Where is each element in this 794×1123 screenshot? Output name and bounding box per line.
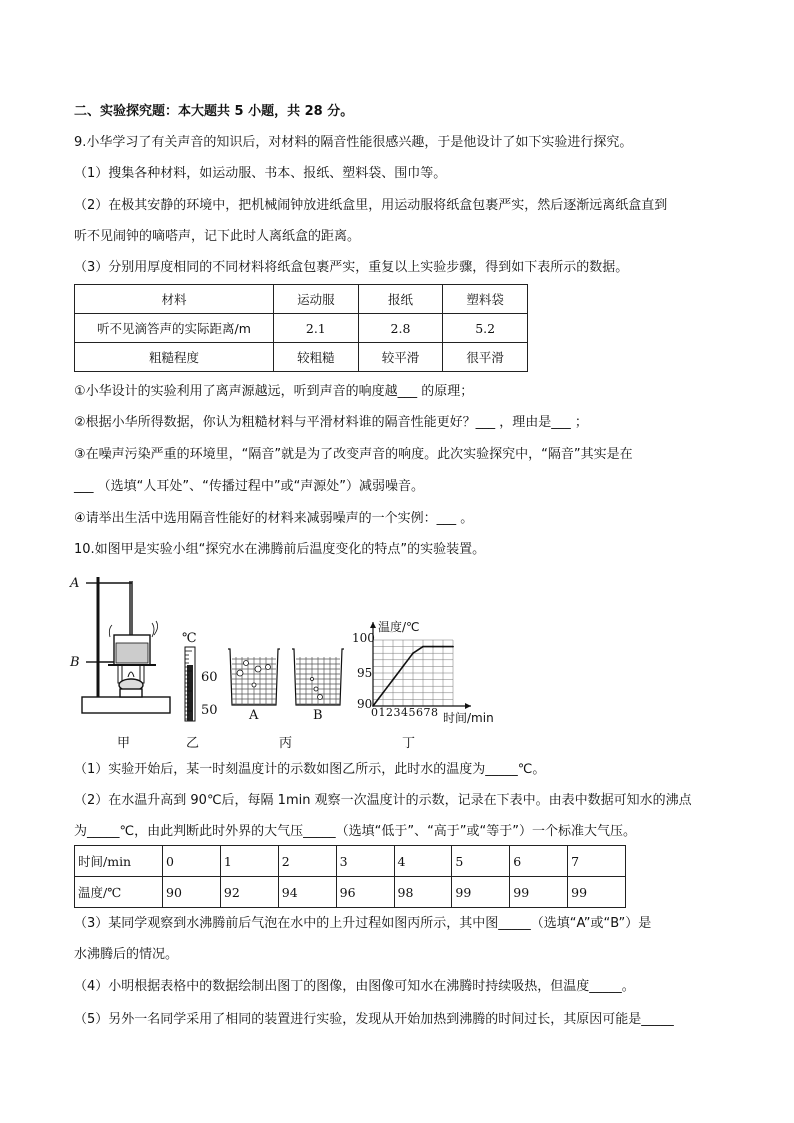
caption-ding: 丁 (402, 736, 416, 751)
table-row (75, 314, 528, 343)
apparatus-figure (68, 565, 178, 725)
q9-step3: （3）分别用厚度相同的不同材料将纸盒包裹严实，重复以上实验步骤，得到如下表所示的数据。 (74, 260, 629, 275)
table-cell: 0 (163, 846, 221, 877)
table-cell: 较平滑 (358, 343, 443, 372)
graph-y-90: 90 (357, 697, 373, 711)
table-cell: 较粗糙 (274, 343, 359, 372)
graph-x-ticks: 012345678 (371, 706, 439, 719)
thermometer-tick-60: 60 (201, 670, 218, 685)
thermometer-unit: ℃ (182, 631, 197, 646)
table-cell: 温度/℃ (75, 877, 163, 908)
graph-y-95: 95 (357, 666, 373, 680)
q9-intro: 9.小华学习了有关声音的知识后，对材料的隔音性能很感兴趣，于是他设计了如下实验进行探究。 (74, 135, 633, 150)
table-cell: 材料 (75, 285, 274, 314)
thermometer-tick-50: 50 (201, 703, 218, 718)
data-point (422, 646, 424, 648)
table-row (75, 877, 626, 908)
q9-sub2: ②根据小华所得数据，你认为粗糙材料与平滑材料谁的隔音性能更好？___ ，理由是___ ； (74, 415, 588, 430)
data-point (442, 646, 444, 648)
beaker-label-b: B (313, 708, 323, 723)
table-cell: 5.2 (443, 314, 528, 343)
graph-y-100: 100 (352, 631, 375, 645)
table-cell: 报纸 (358, 285, 443, 314)
table-cell: 粗糙程度 (75, 343, 274, 372)
data-point (452, 646, 454, 648)
table-cell: 运动服 (274, 285, 359, 314)
table-cell: 1 (220, 846, 278, 877)
q10-p5: （5）另外一名同学采用了相同的装置进行实验，发现从开始加热到沸腾的时间过长，其原因可能是_____ (74, 1012, 674, 1027)
table-cell: 6 (510, 846, 568, 877)
y-axis-arrow (370, 622, 376, 628)
table-cell: 99 (568, 877, 626, 908)
q9-step1: （1）搜集各种材料，如运动服、书本、报纸、塑料袋、围巾等。 (74, 166, 447, 181)
q10-p3-line1: （3）某同学观察到水沸腾前后气泡在水中的上升过程如图丙所示，其中图_____（选填“A”或“B”）是 (74, 916, 652, 931)
data-point (412, 652, 414, 654)
q9-data-table (74, 284, 528, 372)
caption-yi: 乙 (186, 736, 200, 751)
table-row (75, 846, 626, 877)
table-cell: 90 (163, 877, 221, 908)
table-cell: 99 (510, 877, 568, 908)
table-cell: 99 (452, 877, 510, 908)
graph-title: 温度/℃ (378, 620, 420, 634)
data-point (382, 692, 384, 694)
table-cell: 3 (336, 846, 394, 877)
table-cell: 92 (220, 877, 278, 908)
q10-p4: （4）小明根据表格中的数据绘制出图丁的图像，由图像可知水在沸腾时持续吸热，但温度_____。 (74, 979, 635, 994)
data-point (392, 679, 394, 681)
table-cell: 很平滑 (443, 343, 528, 372)
q9-step2-line1: （2）在极其安静的环境中，把机械闹钟放进纸盒里，用运动服将纸盒包裹严实，然后逐渐远离纸盒直到 (74, 198, 668, 213)
figure-label-a: A (70, 576, 80, 591)
q10-p2-line2: 为_____℃，由此判断此时外界的大气压_____（选填“低于”、“高于”或“等于”）一个标准大气压。 (74, 824, 637, 839)
figure-label-b: B (70, 655, 80, 670)
table-cell: 2.8 (358, 314, 443, 343)
thermometer-figure (180, 645, 200, 725)
data-point (432, 646, 434, 648)
q10-p3-line2: 水沸腾后的情况。 (74, 947, 179, 962)
q9-sub1: ①小华设计的实验利用了离声源越远，听到声音的响度越___ 的原理； (74, 384, 474, 399)
table-cell: 5 (452, 846, 510, 877)
table-cell: 2 (278, 846, 336, 877)
q10-data-table (74, 845, 626, 908)
table-cell: 96 (336, 877, 394, 908)
beaker-a-figure (226, 645, 282, 707)
q9-sub3-line1: ③在噪声污染严重的环境里，“隔音”就是为了改变声音的响度。此次实验探究中，“隔音”其实是在 (74, 447, 633, 462)
q9-sub3-line2: ___ （选填“人耳处”、“传播过程中”或“声源处”）减弱噪音。 (74, 479, 425, 494)
q9-step2-line2: 听不见闹钟的嘀嗒声，记下此时人离纸盒的距离。 (74, 229, 361, 244)
table-cell: 94 (278, 877, 336, 908)
data-point (402, 666, 404, 668)
table-cell: 98 (394, 877, 452, 908)
beaker-label-a: A (249, 708, 259, 723)
table-cell: 4 (394, 846, 452, 877)
table-cell: 时间/min (75, 846, 163, 877)
q10-p2-line1: （2）在水温升高到 90℃后，每隔 1min 观察一次温度计的示数，记录在下表中。由表中数据可知水的沸点 (74, 793, 692, 808)
table-cell: 听不见滴答声的实际距离/m (75, 314, 274, 343)
caption-jia: 甲 (117, 736, 131, 751)
section-header: 二、实验探究题：本大题共 5 小题，共 28 分。 (74, 104, 354, 119)
table-cell: 塑料袋 (443, 285, 528, 314)
q10-p1: （1）实验开始后，某一时刻温度计的示数如图乙所示，此时水的温度为_____℃。 (74, 762, 546, 777)
table-row (75, 343, 528, 372)
caption-bing: 丙 (279, 736, 293, 751)
table-row (75, 285, 528, 314)
graph-x-label: 时间/min (443, 711, 494, 725)
q10-intro: 10.如图甲是实验小组“探究水在沸腾前后温度变化的特点”的实验装置。 (74, 542, 486, 557)
table-cell: 2.1 (274, 314, 359, 343)
table-cell: 7 (568, 846, 626, 877)
q9-sub4: ④请举出生活中选用隔音性能好的材料来减弱噪声的一个实例：___ 。 (74, 511, 474, 526)
beaker-b-figure (290, 645, 346, 707)
